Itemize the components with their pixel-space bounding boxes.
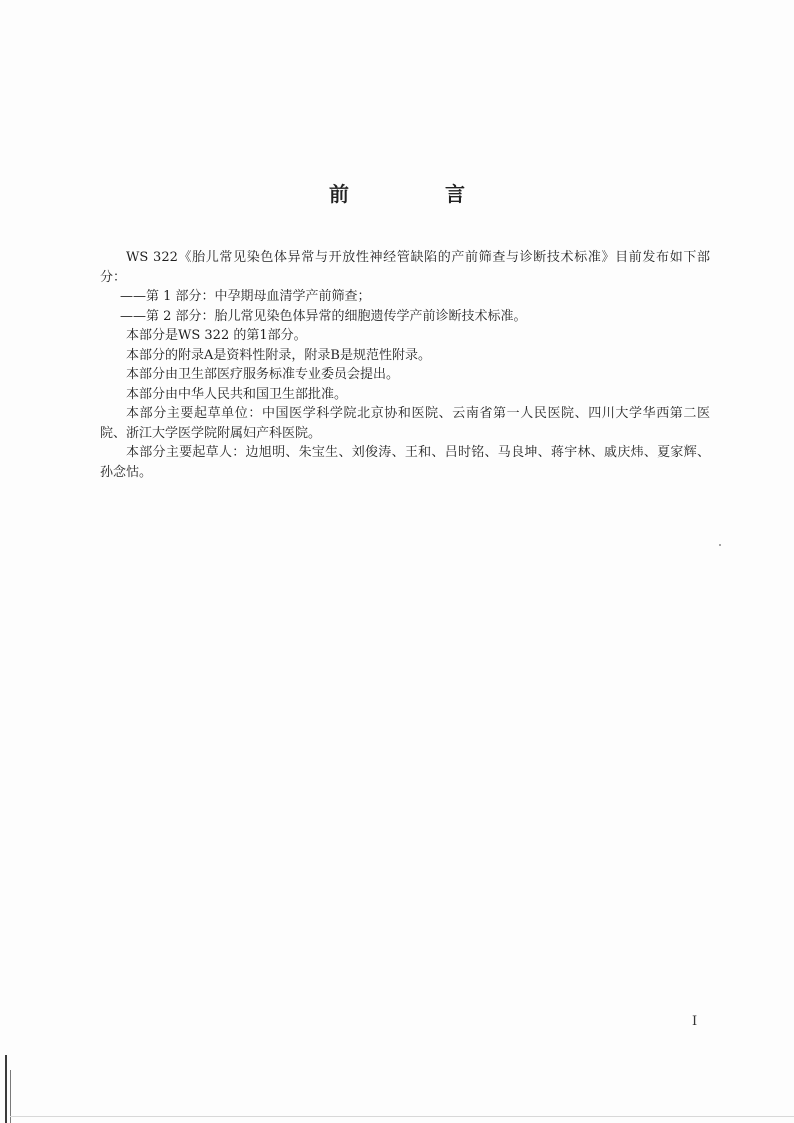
page-number: I — [692, 1014, 698, 1029]
paragraph-appendix: 本部分的附录A是资料性附录，附录B是规范性附录。 — [126, 347, 431, 363]
paragraph-drafters: 本部分主要起草人：边旭明、朱宝生、刘俊涛、王和、吕时铭、马良坤、蒋宇林、戚庆炜、夏家辉、孙念怙。 — [100, 445, 710, 480]
paragraph-proposed-by: 本部分由卫生部医疗服务标准专业委员会提出。 — [126, 367, 400, 382]
scan-edge-bottom — [10, 1116, 794, 1117]
list-item-part-1: ——第 1 部分：中孕期母血清学产前筛查； — [120, 289, 371, 304]
paragraph-drafting-units: 本部分主要起草单位：中国医学科学院北京协和医院、云南省第一人民医院、四川大学华西第二医院、浙江大学医学院附属妇产科医院。 — [100, 406, 710, 441]
scan-edge-mark — [5, 1055, 7, 1123]
page-title: 前 言 — [329, 182, 503, 206]
foreword-body — [100, 248, 710, 482]
paragraph-approved-by: 本部分由中华人民共和国卫生部批准。 — [126, 386, 348, 402]
paragraph-intro: WS 322《胎儿常见染色体异常与开放性神经管缺陷的产前筛查与诊断技术标准》目前发布如下部分： — [100, 250, 710, 285]
paragraph-scope: 本部分是WS 322 的第1部分。 — [126, 328, 307, 343]
scan-speck — [719, 544, 721, 546]
list-item-part-2: ——第 2 部分：胎儿常见染色体异常的细胞遗传学产前诊断技术标准。 — [120, 308, 527, 324]
